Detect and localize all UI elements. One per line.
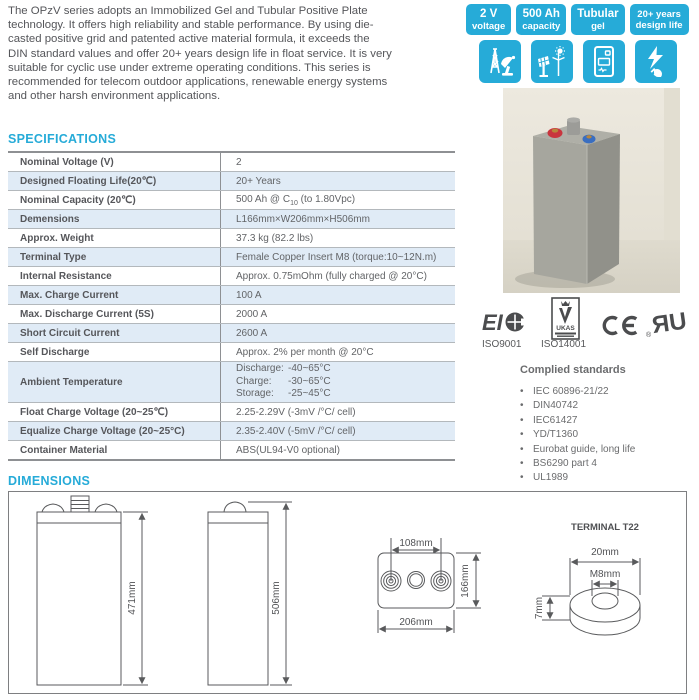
standards-heading: Complied standards <box>520 364 626 376</box>
spec-label: Internal Resistance <box>20 270 112 282</box>
intro-line: suitable for cyclic use under extreme operating conditions. This series is <box>8 61 371 74</box>
terminal-pitch-label: 108mm <box>399 538 433 549</box>
terminal-detail-drawing <box>534 522 640 635</box>
solar-wind-energy-icon <box>531 40 573 83</box>
spec-row <box>8 422 455 441</box>
standards-list <box>520 385 695 486</box>
spec-label: Nominal Voltage (V) <box>20 156 114 168</box>
standards-item: • Eurobat guide, long life <box>520 443 636 455</box>
spec-label: Short Circuit Current <box>20 327 120 339</box>
ukas-logo <box>551 297 580 345</box>
spec-row <box>8 441 455 459</box>
badge-voltage <box>466 4 511 35</box>
badge-gel-value: Tubular <box>577 7 619 20</box>
spec-value: 500 Ah @ $C_{10}$ (to 1.80Vpc) <box>220 191 455 209</box>
spec-label: Approx. Weight <box>20 232 94 244</box>
spec-value: 2.35-2.40V (-5mV /°C/ cell) <box>220 422 455 440</box>
spec-value: 2000 A <box>220 305 455 323</box>
spec-row <box>8 229 455 248</box>
badge-gel <box>571 4 624 35</box>
complied-standards <box>520 364 695 486</box>
badge-capacity-label: capacity <box>522 20 561 32</box>
lightning-plug-icon <box>635 40 677 83</box>
badge-capacity <box>516 4 566 35</box>
spec-label: Demensions <box>20 213 80 225</box>
standards-item: • UL1989 <box>520 472 569 484</box>
terminal-thread-label: M8mm <box>589 569 621 580</box>
spec-value: 2.25-2.29V (-3mV /°C/ cell) <box>220 403 455 421</box>
intro-line: DIN standard values and offer 20+ years design life in float service. It is very <box>8 47 392 60</box>
svg-text:EI: EI <box>482 310 503 335</box>
spec-label: Max. Discharge Current (5S) <box>20 308 154 320</box>
badge-design-life <box>630 4 689 35</box>
badge-design-life-label: design life <box>635 19 683 31</box>
standards-item: • DIN40742 <box>520 400 579 412</box>
overall-height-label: 506mm <box>271 581 282 615</box>
spec-row <box>8 248 455 267</box>
spec-value: 100 A <box>220 286 455 304</box>
front-height-label: 471mm <box>127 581 138 615</box>
standards-item: • BS6290 part 4 <box>520 458 597 470</box>
spec-row <box>8 305 455 324</box>
specifications-heading: SPECIFICATIONS <box>8 132 117 146</box>
spec-row <box>8 324 455 343</box>
telecom-tower-satellite-icon <box>479 40 521 83</box>
spec-row <box>8 153 455 172</box>
spec-label: Ambient Temperature <box>20 376 123 388</box>
terminal-title: TERMINAL T22 <box>571 522 639 533</box>
badge-voltage-value: 2 V <box>480 7 498 20</box>
spec-value: Discharge: -40~65°C Charge: -30~65°C Storage: -25~45°C <box>220 362 455 402</box>
intro-line: and other harsh environment applications. <box>8 90 221 103</box>
dimensions-drawing <box>8 491 687 694</box>
spec-value: 2600 A <box>220 324 455 342</box>
power-cabinet-icon <box>583 40 625 83</box>
spec-value: 37.3 kg (82.2 lbs) <box>220 229 455 247</box>
spec-value: ABS(UL94-V0 optional) <box>220 441 455 459</box>
spec-value: Approx. 0.75mOhm (fully charged @ 20°C) <box>220 267 455 285</box>
ul-mark <box>646 308 690 343</box>
spec-row <box>8 403 455 422</box>
spec-row <box>8 267 455 286</box>
intro-line: recommended for telecom outdoor applications, renewable energy systems <box>8 76 388 89</box>
badge-capacity-value: 500 Ah <box>522 7 560 20</box>
eic-logo <box>482 309 526 341</box>
badge-voltage-label: voltage <box>472 20 506 32</box>
ce-mark <box>600 315 638 341</box>
front-view-drawing <box>37 496 148 685</box>
spec-label: Nominal Capacity (20℃) <box>20 194 136 206</box>
width-label: 206mm <box>399 617 433 628</box>
top-view-drawing <box>378 538 481 633</box>
terminal-height-label: 7mm <box>534 596 545 620</box>
spec-row <box>8 362 455 403</box>
spec-value: 2 <box>220 153 455 171</box>
iso9001-label: ISO9001 <box>482 339 522 350</box>
spec-row <box>8 172 455 191</box>
spec-label: Float Charge Voltage (20~25℃) <box>20 406 169 418</box>
intro-line: technology. It offers high reliability and stable performance. By using die- <box>8 19 374 32</box>
standards-item: • IEC 60896-21/22 <box>520 386 609 397</box>
badge-gel-label: gel <box>591 20 605 32</box>
spec-label: Designed Floating Life(20℃) <box>20 175 157 187</box>
ul-text: ЯU <box>650 308 689 338</box>
standards-item: • IEC61427 <box>520 414 578 426</box>
depth-label: 166mm <box>460 564 471 598</box>
terminal-diameter-label: 20mm <box>591 547 619 558</box>
badge-design-life-value: 20+ years <box>637 8 681 20</box>
spec-label: Container Material <box>20 444 108 456</box>
side-view-drawing <box>208 502 292 685</box>
spec-row <box>8 286 455 305</box>
product-photo <box>503 88 680 293</box>
application-icons <box>479 40 677 83</box>
dimensions-heading: DIMENSIONS <box>8 474 91 488</box>
ukas-text: UKAS <box>556 325 575 332</box>
intro-line: casted positive grid and patented active material formula, it exceeds the <box>8 33 370 46</box>
feature-badges <box>466 4 689 35</box>
intro-paragraph <box>8 4 468 103</box>
spec-table <box>8 151 455 461</box>
iso14001-label: ISO14001 <box>541 339 587 350</box>
spec-label: Terminal Type <box>20 251 87 263</box>
spec-value: Approx. 2% per month @ 20°C <box>220 343 455 361</box>
spec-value: 20+ Years <box>220 172 455 190</box>
svg-text:®: ® <box>646 332 652 338</box>
spec-row <box>8 191 455 210</box>
spec-value: L166mm×W206mm×H506mm <box>220 210 455 228</box>
spec-value: Female Copper Insert M8 (torque:10~12N.m) <box>220 248 455 266</box>
intro-line: The OPzV series adopts an Immobilized Gel and Tubular Positive Plate <box>8 5 368 17</box>
spec-label: Self Discharge <box>20 346 90 358</box>
spec-row <box>8 343 455 362</box>
standards-item: • YD/T1360 <box>520 429 579 441</box>
spec-label: Max. Charge Current <box>20 289 119 301</box>
spec-row <box>8 210 455 229</box>
spec-label: Equalize Charge Voltage (20~25°C) <box>20 425 185 437</box>
